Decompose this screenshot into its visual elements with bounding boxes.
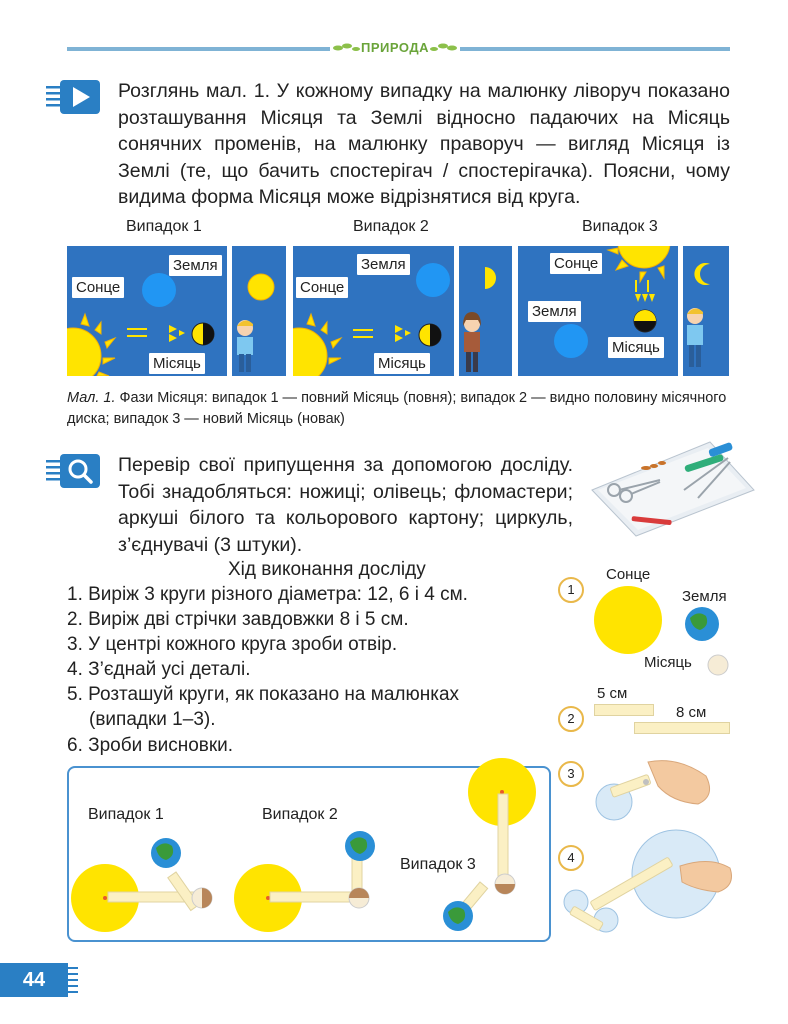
fig1-case1-sun-label: Сонце — [72, 277, 124, 298]
fig1-case1-view — [232, 246, 286, 376]
hole-punch-illustration — [588, 752, 728, 832]
magnifier-icon — [46, 454, 102, 490]
section-title: ПРИРОДА — [361, 40, 429, 55]
play-icon — [46, 80, 102, 116]
model-case3-title: Випадок 3 — [400, 856, 476, 873]
page-number: 44 — [0, 963, 68, 997]
fig1-case1-title: Випадок 1 — [126, 218, 202, 235]
side-sun-label: Сонце — [606, 566, 651, 583]
step-5: 5. Розташуй круги, як показано на малюнках — [67, 684, 460, 705]
procedure-title: Хід виконання досліду — [228, 559, 426, 580]
fig1-case3-earth-label: Земля — [528, 301, 581, 322]
fig1-case3-scheme — [518, 246, 678, 376]
tools-illustration — [588, 438, 756, 538]
caption-text: Фази Місяця: випадок 1 — повний Місяць (повня); випадок 2 — видно половину місячного диска; випадок 3 — новий Місяць (новак) — [67, 390, 727, 427]
fig1-case1-moon-label: Місяць — [149, 353, 205, 374]
step-1: 1. Виріж 3 круги різного діаметра: 12, 6 і 4 см. — [67, 584, 468, 605]
side-step-2-badge: 2 — [558, 706, 584, 732]
step-5-cont: (випадки 1–3). — [89, 709, 216, 730]
task2-text: Перевір свої припущення за допомогою досліду. Тобі знадобляться: ножиці; олівець; фломастери; аркуші білого та кольорового картону; циркуль, з’єднувачі (3 штуки). — [118, 454, 573, 556]
fig1-case2-earth-label: Земля — [357, 254, 410, 275]
fig1-case3-moon-label: Місяць — [608, 337, 664, 358]
step-4: 4. З’єднай усі деталі. — [67, 659, 251, 680]
observer-boy-crescent-icon — [683, 246, 729, 376]
page-number-stripes — [68, 963, 80, 997]
fig1-case2-title: Випадок 2 — [353, 218, 429, 235]
figure-caption — [67, 388, 729, 430]
fig1-case2-view — [459, 246, 512, 376]
side-earth-label: Земля — [682, 588, 727, 605]
assembly-illustration — [560, 826, 740, 938]
fig1-case2-sun-label: Сонце — [296, 277, 348, 298]
strip-5-label: 5 см — [597, 685, 628, 702]
model-case1-title: Випадок 1 — [88, 806, 164, 823]
side-step-1-badge: 1 — [558, 577, 584, 603]
fig1-case3-title: Випадок 3 — [582, 218, 658, 235]
fig1-case2-moon-label: Місяць — [374, 353, 430, 374]
fig1-case2-scheme — [293, 246, 454, 376]
strip-8 — [634, 722, 730, 734]
step-2: 2. Виріж дві стрічки завдовжки 8 і 5 см. — [67, 609, 409, 630]
side-moon-label: Місяць — [644, 654, 692, 671]
strip-5 — [594, 704, 654, 716]
strip-8-label: 8 см — [676, 704, 707, 721]
fig1-case3-view — [683, 246, 729, 376]
observer-boy-icon — [232, 246, 286, 376]
side-step-4-badge: 4 — [558, 845, 584, 871]
model-case2-title: Випадок 2 — [262, 806, 338, 823]
side-circles-illustration — [590, 584, 740, 684]
fig1-case3-sun-label: Сонце — [550, 253, 602, 274]
task1-text: Розглянь мал. 1. У кожному випадку на малюнку ліворуч показано розташування Місяця та Землі відносно падаючих на Місяць сонячних променів, на малюнку праворуч — вигляд Місяця із Землі (те, що бачить спостерігач / спостерігачка). Поясни, чому видима форма Місяця може відрізнятися від круга. — [118, 80, 730, 208]
caption-label: Мал. 1. — [67, 390, 116, 406]
step-6: 6. Зроби висновки. — [67, 735, 234, 756]
fig1-case1-earth-label: Земля — [169, 255, 222, 276]
fig1-case1-scheme — [67, 246, 227, 376]
observer-girl-icon — [459, 246, 512, 376]
side-step-3-badge: 3 — [558, 761, 584, 787]
model-illustration — [68, 758, 546, 938]
step-3: 3. У центрі кожного круга зроби отвір. — [67, 634, 398, 655]
